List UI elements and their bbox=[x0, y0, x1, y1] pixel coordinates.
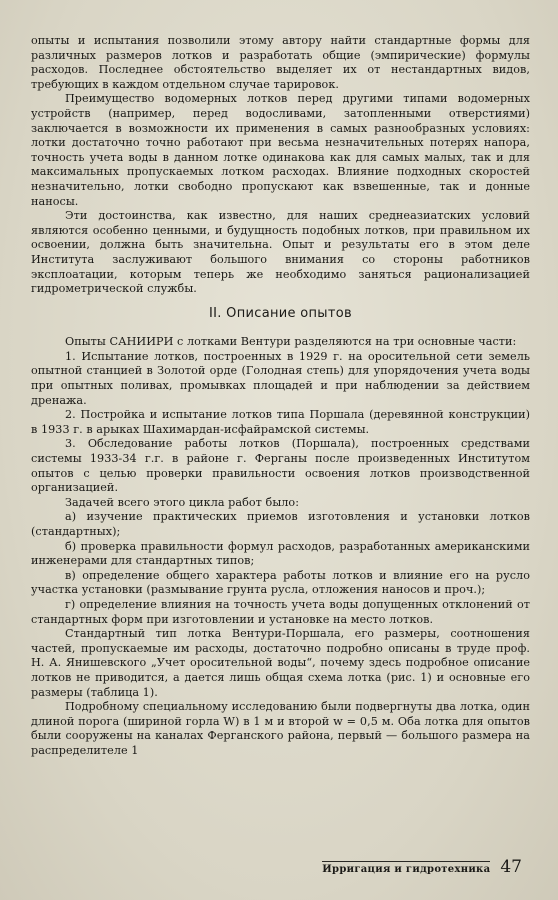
paragraph-merits: Эти достоинства, как известно, для наших среднеазиатских условий являются особенно ценными, и будущность подобных лотков, при правильном их освоении, должна быть значительна. Опыт и результаты его в этом деле Института заслуживают большого внимания со стороны работников эксплоатации, которым теперь же необходимо заняться рационализацией гидрометрической службы. bbox=[31, 209, 530, 296]
paragraph-research: Подробному специальному исследованию были подвергнуты два лотка, один длиной порога (шириной горла W) в 1 м и второй w = 0,5 м. Оба лотка для опытов были сооружены на каналах Ферганского района, первый — большого размера на распределителе 1 bbox=[31, 700, 530, 757]
list-item: в) определение общего характера работы лотков и влияние его на русло участка установки (размывание грунта русла, отложения наносов и проч.); bbox=[31, 568, 530, 597]
paragraph-advantages: Преимущество водомерных лотков перед другими типами водомерных устройств (например, перед водосливами, затопленными отверстиями) заключается в возможности их применения в самых разнообразных условиях: лотки достаточно точно работают при весьма незначительных потерях напора, точность учета воды в данном лотке одинакова как для самых малых, так и для максимальных пропускаемых лотком расходах. Влияние подходных скоростей незначительно, лотки свободно пропускают как взвешенные, так и донные наносы. bbox=[31, 92, 530, 208]
list-item: 1. Испытание лотков, построенных в 1929 г. на оросительной сети земель опытной станцией в Золотой орде (Голодная степь) для упорядочения учета воды при опытных поливах, промывках площадей и при наблюдении за действием дренажа. bbox=[31, 349, 530, 407]
paragraph-task: Задачей всего этого цикла работ было: bbox=[65, 495, 300, 509]
page-footer bbox=[322, 857, 522, 877]
paragraph-continued: опыты и испытания позволили этому автору найти стандартные формы для различных размеров лотков и разработать общие (эмпирические) формулы расходов. Последнее обстоятельство выделяет их от нестандартных видов, требующих в каждом отдельном случае тарировок. bbox=[31, 34, 530, 91]
body-text bbox=[31, 34, 530, 759]
list-item: 2. Постройка и испытание лотков типа Поршала (деревянной конструкции) в 1933 г. в арыках Шахимардан-исфайрамской системы. bbox=[31, 408, 530, 436]
paragraph-intro: Опыты САНИИРИ с лотками Вентури разделяются на три основные части: bbox=[65, 335, 517, 349]
list-item: а) изучение практических приемов изготовления и установки лотков (стандартных); bbox=[31, 510, 530, 538]
list-item: 3. Обследование работы лотков (Поршала), построенных средствами системы 1933-34 г.г. в районе г. Ферганы после произведенных Институтом опытов с целью проверки правильности освоения лотков производственной организацией. bbox=[31, 437, 530, 495]
list-item: б) проверка правильности формул расходов, разработанных американскими инженерами для стандартных типов; bbox=[31, 539, 530, 568]
list-item: г) определение влияния на точность учета воды допущенных отклонений от стандартных форм при изготовлении и установке на место лотков. bbox=[31, 597, 530, 626]
section-heading: II. Описание опытов bbox=[209, 305, 352, 321]
journal-title: Ирригация и гидротехника bbox=[322, 861, 490, 875]
page-number: 47 bbox=[500, 857, 522, 877]
paragraph-standard-type: Стандартный тип лотка Вентури-Поршала, его размеры, соотношения частей, пропускаемые им расходы, достаточно подробно описаны в труде проф. Н. А. Янишевского „Учет оросительной воды“, почему здесь подробное описание лотков не приводится, а дается лишь общая схема лотка (рис. 1) и основные его размеры (таблица 1). bbox=[31, 627, 530, 699]
